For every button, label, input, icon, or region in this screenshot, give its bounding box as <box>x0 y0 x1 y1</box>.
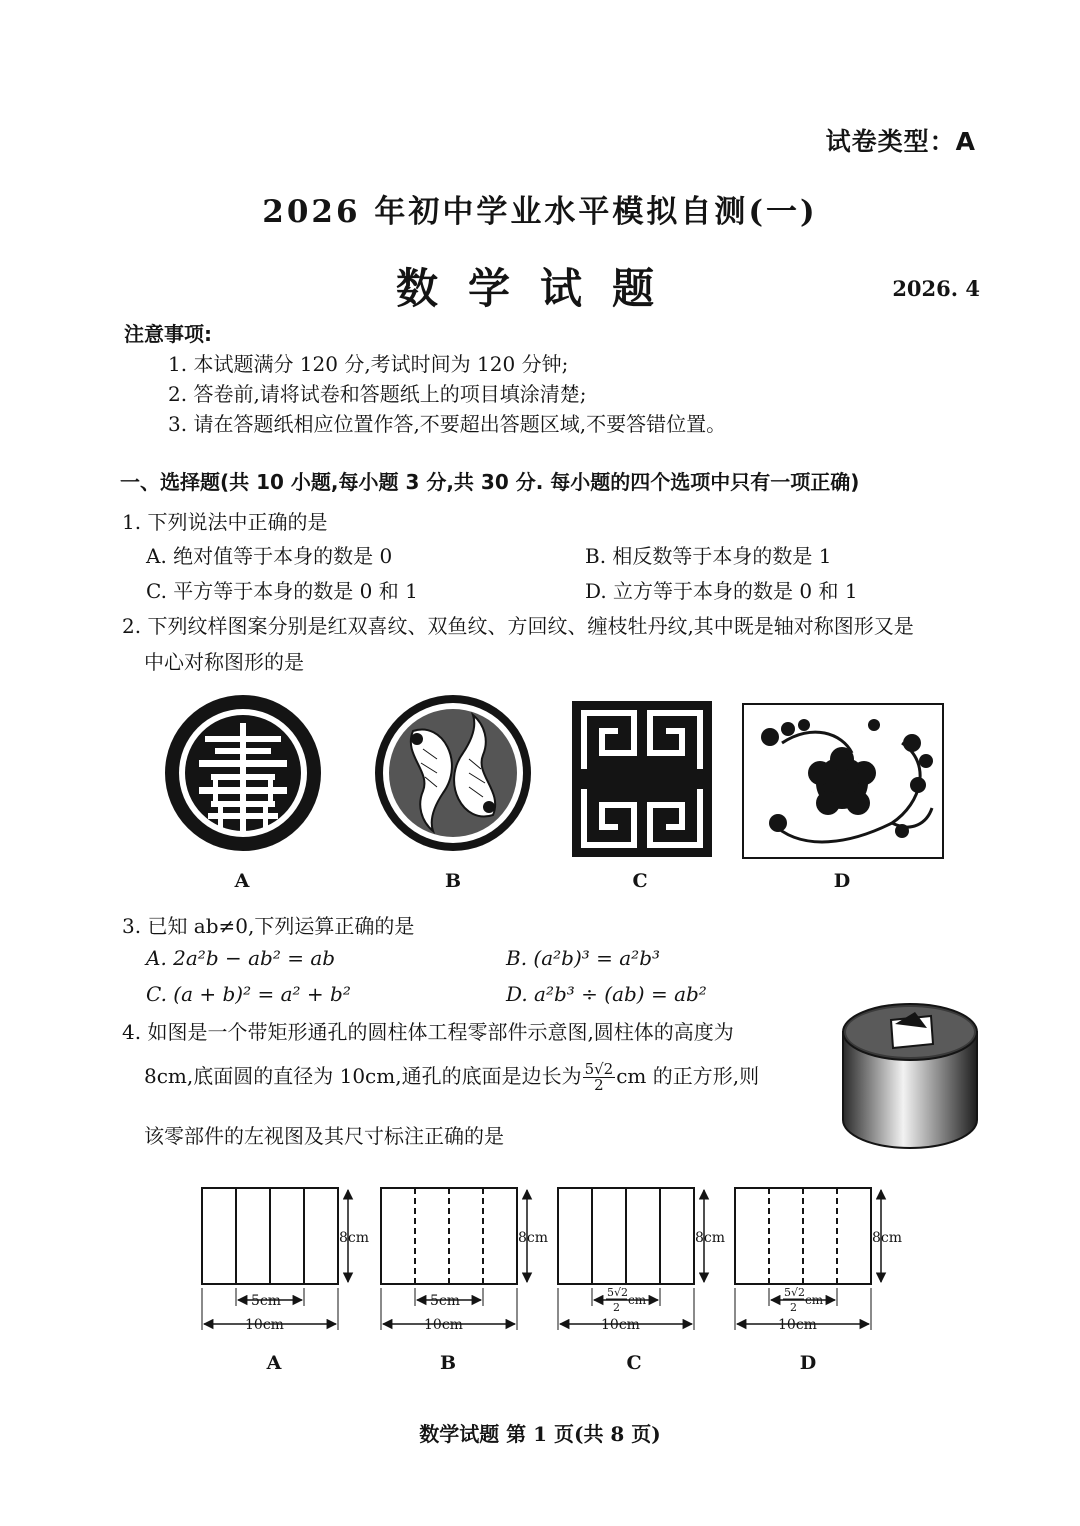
twin-fish-pattern <box>373 693 533 853</box>
subject-title: 数学试题 <box>395 264 684 313</box>
q4-d-frac-den: 2 <box>790 1301 797 1314</box>
q4-fraction <box>583 1062 616 1093</box>
q3-stem: 3. 已知 ab≠0,下列运算正确的是 <box>122 914 415 938</box>
q4-stem-line3: 该零部件的左视图及其尺寸标注正确的是 <box>144 1124 504 1148</box>
q4-b-width-label: 10cm <box>424 1317 463 1333</box>
cylinder-part-illustration <box>835 998 985 1156</box>
notice-item: 2. 答卷前,请将试卷和答题纸上的项目填涂清楚; <box>168 382 587 406</box>
peony-scroll-pattern <box>742 703 944 859</box>
q4-line2-start: 8cm,底面圆的直径为 10cm,通孔的底面是边长为 <box>144 1064 582 1088</box>
fraction-denominator: 2 <box>594 1076 604 1094</box>
q4-c-frac-unit: cm <box>628 1293 647 1307</box>
q4-stem-line1: 4. 如图是一个带矩形通孔的圆柱体工程零部件示意图,圆柱体的高度为 <box>122 1020 734 1044</box>
q3-option-b: B. (a²b)³ = a²b³ <box>506 946 661 970</box>
q1-option-c: C. 平方等于本身的数是 0 和 1 <box>146 579 418 603</box>
q4-label-d: D <box>799 1352 817 1374</box>
q2-label-b: B <box>444 870 462 892</box>
q2-label-d: D <box>833 870 851 892</box>
page-footer: 数学试题 第 1 页(共 8 页) <box>419 1422 661 1446</box>
q4-d-frac-unit: cm <box>805 1293 824 1307</box>
q4-a-height-label: 8cm <box>339 1230 370 1246</box>
q4-label-c: C <box>626 1352 642 1374</box>
q3-option-d: D. a²b³ ÷ (ab) = ab² <box>506 982 707 1006</box>
square-meander-pattern <box>572 701 712 857</box>
q4-option-a-drawing <box>202 1188 369 1333</box>
notice-item: 1. 本试题满分 120 分,考试时间为 120 分钟; <box>168 352 569 376</box>
q4-option-c-drawing <box>558 1188 725 1333</box>
q1-option-a: A. 绝对值等于本身的数是 0 <box>146 544 393 568</box>
notice-item: 3. 请在答题纸相应位置作答,不要超出答题区域,不要答错位置。 <box>168 412 727 436</box>
q1-stem: 1. 下列说法中正确的是 <box>122 510 328 534</box>
exam-date: 2026. 4 <box>892 276 980 301</box>
q2-label-c: C <box>632 870 648 892</box>
q4-b-inner-label: 5cm <box>430 1293 461 1309</box>
q1-option-d: D. 立方等于本身的数是 0 和 1 <box>585 579 858 603</box>
q3-option-a: A. 2a²b − ab² = ab <box>146 946 336 970</box>
q3-option-c: C. (a + b)² = a² + b² <box>146 982 351 1006</box>
q2-stem-line1: 2. 下列纹样图案分别是红双喜纹、双鱼纹、方回纹、缠枝牡丹纹,其中既是轴对称图形又是 <box>122 614 914 638</box>
q1-option-b: B. 相反数等于本身的数是 1 <box>585 544 832 568</box>
q4-c-width-label: 10cm <box>601 1317 640 1333</box>
q2-label-a: A <box>234 870 250 892</box>
q4-line2-end: cm 的正方形,则 <box>616 1064 760 1088</box>
q4-d-height-label: 8cm <box>872 1230 903 1246</box>
q4-b-height-label: 8cm <box>518 1230 549 1246</box>
exam-title: 2026 年初中学业水平模拟自测(一) <box>262 194 818 230</box>
q4-a-width-label: 10cm <box>245 1317 284 1333</box>
q4-option-d-drawing <box>735 1188 902 1333</box>
q4-option-b-drawing <box>381 1188 548 1333</box>
q4-a-inner-label: 5cm <box>251 1293 282 1309</box>
q2-stem-line2: 中心对称图形的是 <box>144 650 304 674</box>
q4-c-height-label: 8cm <box>695 1230 726 1246</box>
q4-d-frac-num: 5√2 <box>784 1286 806 1299</box>
q4-d-width-label: 10cm <box>778 1317 817 1333</box>
fraction-numerator: 5√2 <box>584 1060 614 1078</box>
paper-type: 试卷类型：A <box>825 127 976 156</box>
q4-stem-line2 <box>144 1060 759 1093</box>
double-happiness-pattern <box>158 693 328 853</box>
q4-label-a: A <box>266 1352 282 1374</box>
q4-c-frac-den: 2 <box>613 1301 620 1314</box>
section-heading: 一、选择题(共 10 小题,每小题 3 分,共 30 分. 每小题的四个选项中只有一项正确) <box>120 470 860 494</box>
q4-c-frac-num: 5√2 <box>607 1286 629 1299</box>
notice-heading: 注意事项: <box>124 322 212 346</box>
q4-left-view-options <box>195 1180 995 1340</box>
q4-label-b: B <box>439 1352 457 1374</box>
